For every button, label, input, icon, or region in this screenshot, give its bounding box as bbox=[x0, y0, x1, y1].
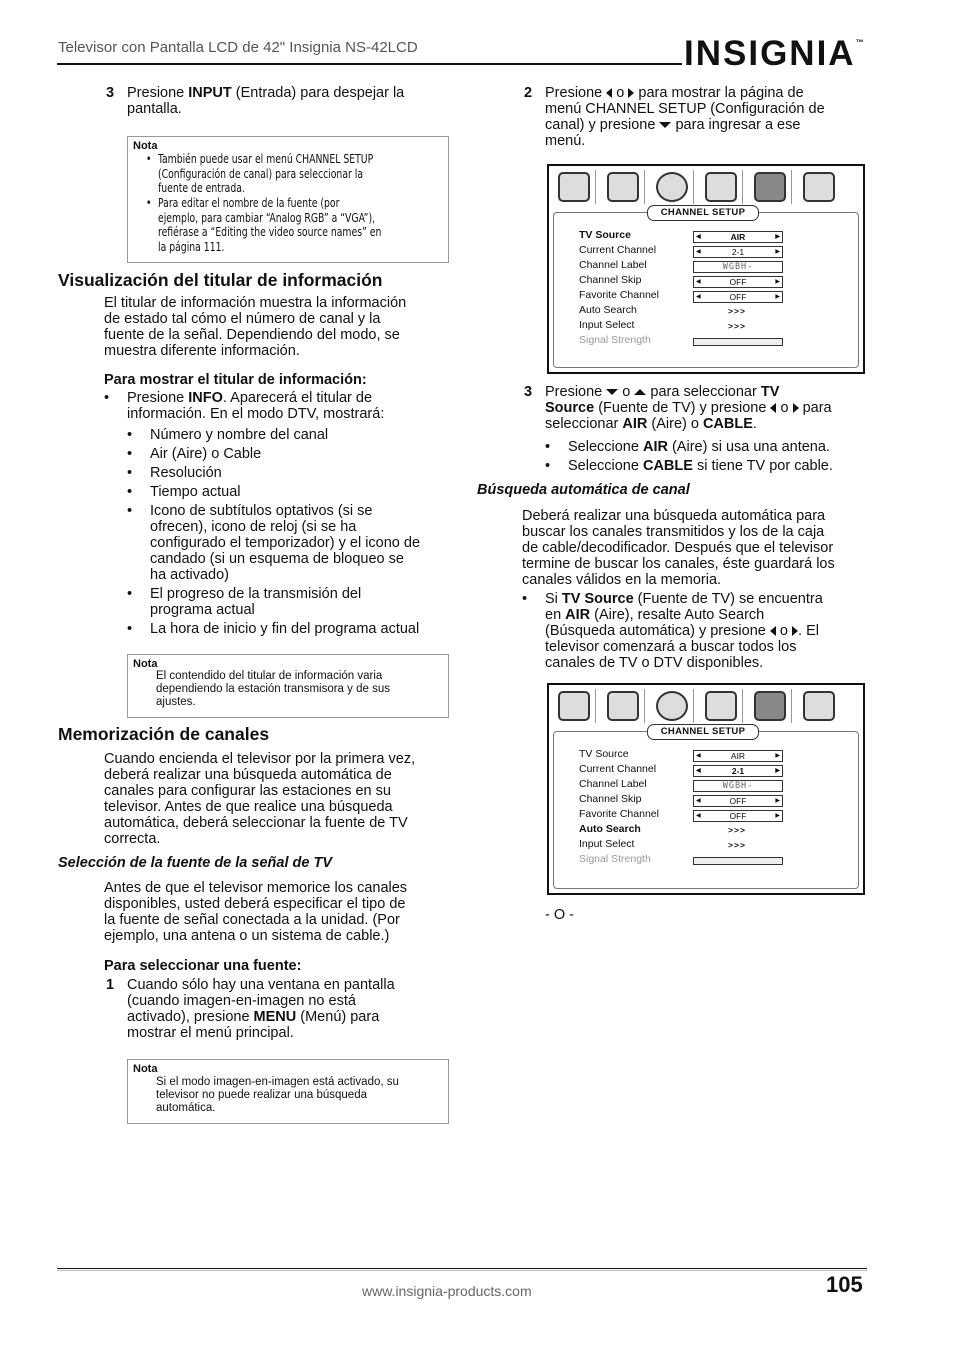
auto-search-bullet: • Si TV Source (Fuente de TV) se encuentra en AIR (Aire), resalte Auto Search (Búsqueda automática) y presione o . El televisor comenzará a buscar todos los canales de TV o DTV disponibles. bbox=[522, 591, 823, 671]
menu-row-signal-strength: Signal Strength bbox=[579, 853, 651, 865]
note-label: Nota bbox=[133, 140, 158, 152]
note-label: Nota bbox=[133, 1063, 158, 1075]
footer-rule bbox=[57, 1268, 867, 1269]
menu-icon-bar bbox=[553, 170, 859, 206]
menu-row-tv-source: TV Source bbox=[579, 229, 631, 241]
menu-icon-bar bbox=[553, 689, 859, 725]
menu-row-signal-strength: Signal Strength bbox=[579, 334, 651, 346]
channel-icon bbox=[749, 689, 792, 723]
value-channel-label: WGBH- bbox=[693, 780, 783, 792]
info-paragraph: El titular de información muestra la información de estado tal cómo el número de canal y la fuente de la señal. Dependiendo del modo, se muestra diferente información. bbox=[104, 295, 407, 359]
value-auto-search: >>> bbox=[728, 825, 746, 835]
channel-setup-banner: CHANNEL SETUP bbox=[647, 205, 759, 221]
menu-row-channel-label: Channel Label bbox=[579, 778, 647, 790]
channel-setup-menu-2 bbox=[547, 683, 865, 895]
note-box-1 bbox=[127, 136, 449, 263]
parental-icon bbox=[798, 689, 840, 723]
down-arrow-icon bbox=[659, 122, 671, 128]
pip-icon bbox=[602, 170, 645, 204]
menu-row-auto-search: Auto Search bbox=[579, 823, 641, 835]
down-arrow-icon bbox=[606, 389, 618, 395]
note-box-3: Nota Si el modo imagen-en-imagen está activado, su televisor no puede realizar una búsqueda automática. bbox=[127, 1059, 449, 1124]
header-title: Televisor con Pantalla LCD de 42" Insignia NS-42LCD bbox=[58, 39, 418, 56]
step-3-text: Presione INPUT (Entrada) para despejar la pantalla. bbox=[127, 85, 405, 117]
menu-row-channel-label: Channel Label bbox=[579, 259, 647, 271]
menu-row-current-channel: Current Channel bbox=[579, 763, 657, 775]
menu-row-input-select: Input Select bbox=[579, 838, 635, 850]
bullet-press-info: • Presione INFO. Aparecerá el titular de información. En el modo DTV, mostrará: bbox=[104, 390, 385, 422]
step-2-text: Presione o para mostrar la página de menú CHANNEL SETUP (Configuración de canal) y presione para ingresar a ese menú. bbox=[545, 85, 825, 149]
value-favorite-channel: ◀ OFF ▶ bbox=[693, 810, 783, 822]
value-input-select: >>> bbox=[728, 321, 746, 331]
note-label: Nota bbox=[133, 658, 158, 670]
channel-setup-menu-1 bbox=[547, 164, 865, 374]
footer-url[interactable]: www.insignia-products.com bbox=[362, 1283, 532, 1299]
value-tv-source: ◀ AIR ▶ bbox=[693, 750, 783, 762]
insignia-logo: INSIGNIA™ bbox=[684, 34, 864, 73]
value-channel-label: WGBH- bbox=[693, 261, 783, 273]
value-input-select: >>> bbox=[728, 840, 746, 850]
sub-bullet-list: • Número y nombre del canal • Air (Aire) o Cable • Resolución • Tiempo actual • Icono de subtítulos optativos (si se ofrecen), icono de reloj (si se ha configurado el temporizador) y el icono de candado (si un esquema de bloqueo se ha activado) • El progreso de la transmisión del programa actual • La hora de inicio y fin del programa actual bbox=[127, 427, 421, 637]
menu-row-channel-skip: Channel Skip bbox=[579, 274, 642, 286]
step-3b-text: Presione o para seleccionar TV Source (Fuente de TV) y presione o para seleccionar AIR (Aire) o CABLE. bbox=[545, 384, 832, 432]
pip-icon bbox=[602, 689, 645, 723]
value-favorite-channel: ◀ OFF ▶ bbox=[693, 291, 783, 303]
audio-icon bbox=[651, 689, 694, 723]
heading-select-a-source: Para seleccionar una fuente: bbox=[104, 958, 302, 974]
picture-icon bbox=[553, 689, 596, 723]
step-1-number: 1 bbox=[106, 977, 115, 993]
value-channel-skip: ◀ OFF ▶ bbox=[693, 276, 783, 288]
menu-row-channel-skip: Channel Skip bbox=[579, 793, 642, 805]
menu-row-favorite-channel: Favorite Channel bbox=[579, 289, 659, 301]
settings-icon bbox=[700, 689, 743, 723]
value-current-channel: ◀ 2-1 ▶ bbox=[693, 246, 783, 258]
signal-strength-bar bbox=[693, 338, 783, 346]
up-arrow-icon bbox=[634, 389, 646, 395]
or-separator: - O - bbox=[545, 907, 574, 923]
step-3-input: 3 bbox=[106, 85, 115, 101]
memorize-paragraph: Cuando encienda el televisor por la primera vez, deberá realizar una búsqueda automática de canales para configurar las estaciones en su televisor. Antes de que realice una búsqueda automática, deberá seleccionar la fuente de TV correcta. bbox=[104, 751, 416, 847]
channel-setup-banner: CHANNEL SETUP bbox=[647, 724, 759, 740]
source-bullets: • Seleccione AIR (Aire) si usa una antena. • Seleccione CABLE si tiene TV por cable. bbox=[545, 439, 833, 474]
parental-icon bbox=[798, 170, 840, 204]
signal-strength-bar bbox=[693, 857, 783, 865]
value-tv-source: ◀ AIR ▶ bbox=[693, 231, 783, 243]
step-3b-number: 3 bbox=[524, 384, 533, 400]
heading-show-banner: Para mostrar el titular de información: bbox=[104, 372, 367, 388]
step-2-number: 2 bbox=[524, 85, 533, 101]
settings-icon bbox=[700, 170, 743, 204]
heading-info-banner: Visualización del titular de información bbox=[58, 270, 383, 290]
value-channel-skip: ◀ OFF ▶ bbox=[693, 795, 783, 807]
step-1-text: Cuando sólo hay una ventana en pantalla (cuando imagen-en-imagen no está activado), presione MENU (Menú) para mostrar el menú principal. bbox=[127, 977, 395, 1041]
value-auto-search: >>> bbox=[728, 306, 746, 316]
audio-icon bbox=[651, 170, 694, 204]
note-1-bullet-1: • También puede usar el menú CHANNEL SETUP (Configuración de canal) para seleccionar la fuente de entrada. bbox=[145, 152, 374, 195]
menu-row-auto-search: Auto Search bbox=[579, 304, 637, 316]
menu-row-current-channel: Current Channel bbox=[579, 244, 657, 256]
footer-rule-light bbox=[57, 1270, 867, 1271]
header-rule bbox=[57, 63, 682, 65]
heading-auto-search: Búsqueda automática de canal bbox=[477, 482, 690, 498]
picture-icon bbox=[553, 170, 596, 204]
note-box-2: Nota El contendido del titular de información varia dependiendo la estación transmisora y de sus ajustes. bbox=[127, 654, 449, 718]
channel-icon bbox=[749, 170, 792, 204]
menu-row-input-select: Input Select bbox=[579, 319, 635, 331]
select-source-paragraph: Antes de que el televisor memorice los canales disponibles, usted deberá especificar el tipo de la fuente de señal conectada a la unidad. (Por ejemplo, una antena o un sistema de cable.) bbox=[104, 880, 408, 944]
note-1-bullet-2: • Para editar el nombre de la fuente (por ejemplo, para cambiar “Analog RGB” a “VGA”), refiérase a “Editing the video source names” en la página 111. bbox=[145, 196, 382, 254]
auto-search-paragraph: Deberá realizar una búsqueda automática para buscar los canales transmitidos y los de la caja de cable/decodificador. Después que el televisor termine de buscar los canales, éste guardará los canales válidos en la memoria. bbox=[522, 508, 835, 588]
value-current-channel: ◀ 2-1 ▶ bbox=[693, 765, 783, 777]
page-number: 105 bbox=[826, 1272, 863, 1297]
menu-row-favorite-channel: Favorite Channel bbox=[579, 808, 659, 820]
heading-memorize: Memorización de canales bbox=[58, 724, 270, 744]
menu-row-tv-source: TV Source bbox=[579, 748, 629, 760]
heading-select-source: Selección de la fuente de la señal de TV bbox=[58, 855, 332, 871]
